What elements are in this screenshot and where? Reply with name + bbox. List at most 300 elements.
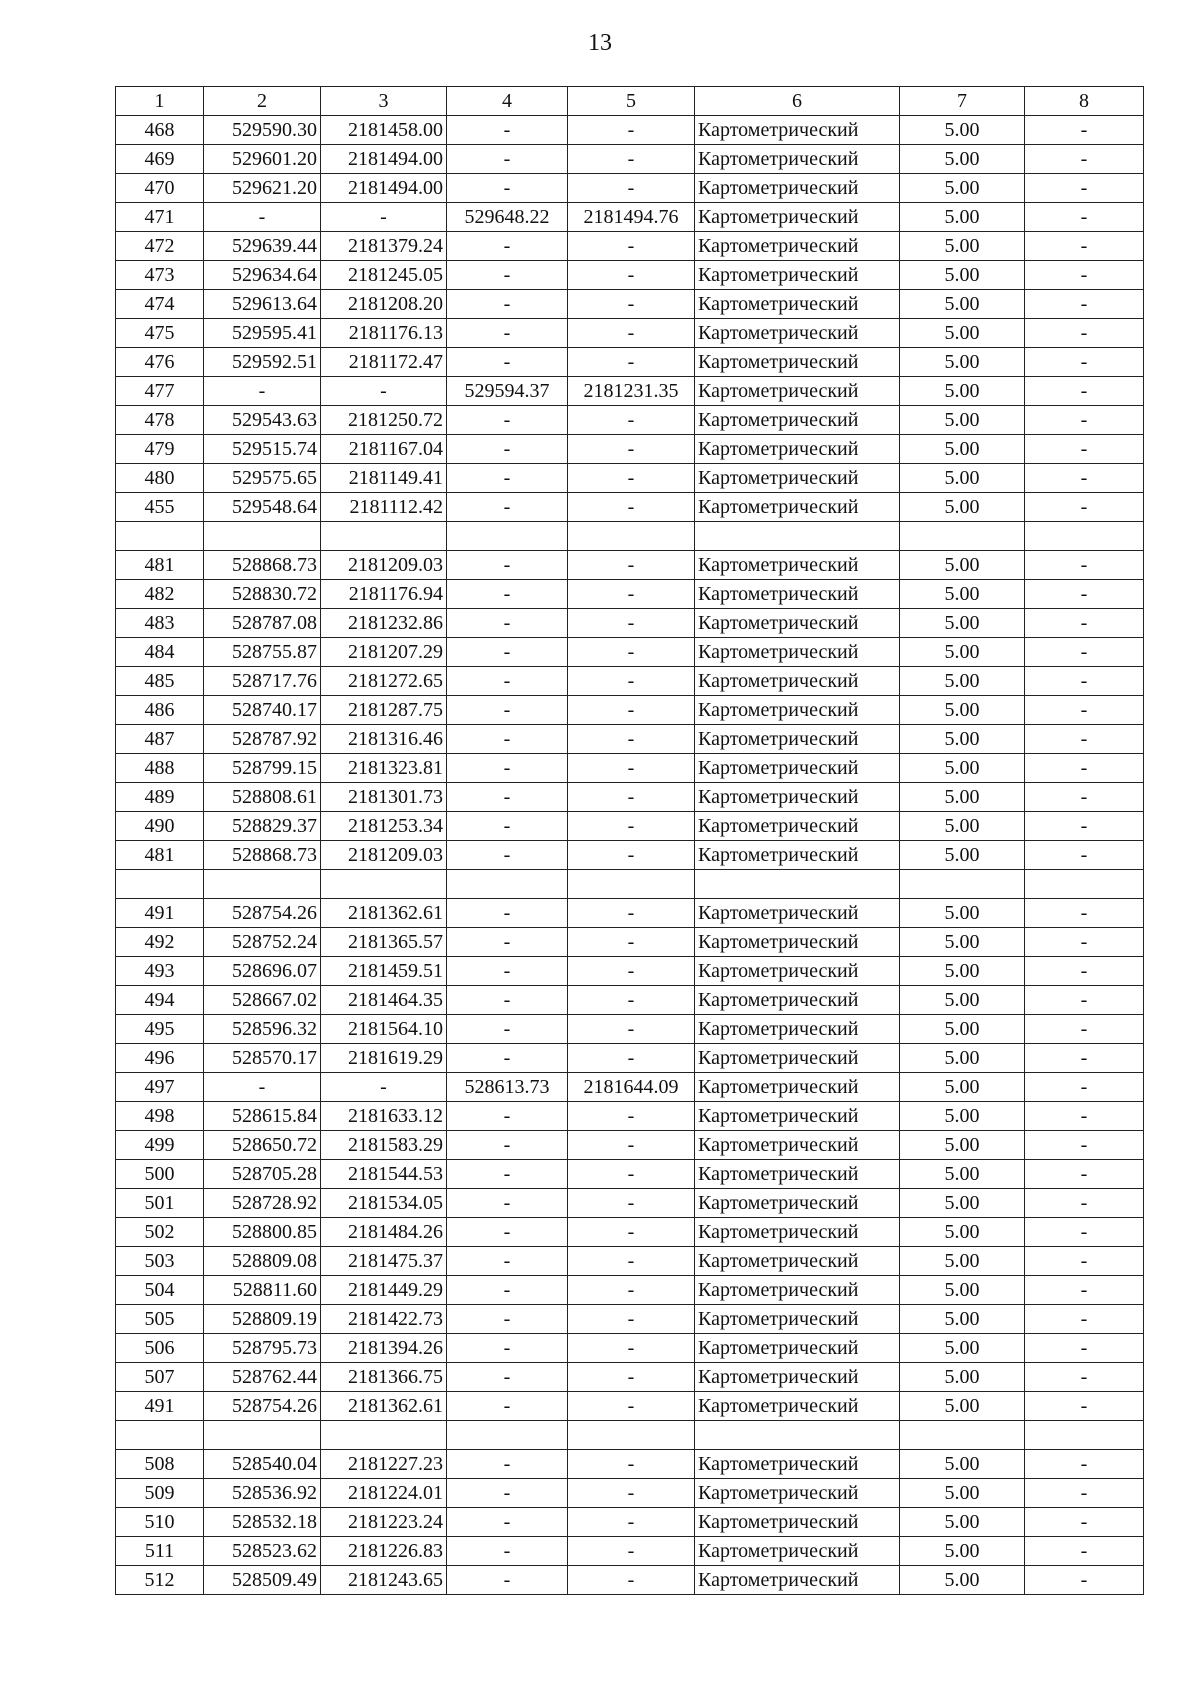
table-row	[116, 1363, 1144, 1392]
point-number-cell: 488	[116, 754, 204, 783]
new-y-cell: -	[568, 1015, 695, 1044]
y-cell: 2181223.24	[321, 1508, 447, 1537]
table-row	[116, 493, 1144, 522]
x-cell: 528570.17	[204, 1044, 321, 1073]
y-cell: 2181287.75	[321, 696, 447, 725]
accuracy-cell: 5.00	[900, 1479, 1025, 1508]
new-x-cell: -	[447, 841, 568, 870]
method-cell: Картометрический	[695, 1247, 900, 1276]
new-x-cell: -	[447, 899, 568, 928]
point-number-cell: 492	[116, 928, 204, 957]
table-row	[116, 1131, 1144, 1160]
point-number-cell: 479	[116, 435, 204, 464]
accuracy-cell: 5.00	[900, 1276, 1025, 1305]
new-x-cell: -	[447, 667, 568, 696]
x-cell: 528705.28	[204, 1160, 321, 1189]
point-number-cell: 481	[116, 841, 204, 870]
new-y-cell: -	[568, 928, 695, 957]
point-number-cell: 504	[116, 1276, 204, 1305]
method-cell: Картометрический	[695, 1392, 900, 1421]
method-cell: Картометрический	[695, 435, 900, 464]
point-number-cell: 484	[116, 638, 204, 667]
new-y-cell: 2181231.35	[568, 377, 695, 406]
new-x-cell: -	[447, 464, 568, 493]
new-y-cell: -	[568, 1160, 695, 1189]
y-cell: 2181172.47	[321, 348, 447, 377]
new-x-cell: -	[447, 812, 568, 841]
description-cell: -	[1025, 580, 1144, 609]
x-cell: 528829.37	[204, 812, 321, 841]
method-cell	[695, 870, 900, 899]
y-cell	[321, 1421, 447, 1450]
new-y-cell	[568, 522, 695, 551]
new-y-cell: -	[568, 406, 695, 435]
x-cell: -	[204, 1073, 321, 1102]
point-number-cell: 512	[116, 1566, 204, 1595]
new-x-cell	[447, 522, 568, 551]
accuracy-cell: 5.00	[900, 957, 1025, 986]
new-y-cell: -	[568, 1218, 695, 1247]
accuracy-cell: 5.00	[900, 1102, 1025, 1131]
accuracy-cell: 5.00	[900, 812, 1025, 841]
point-number-cell: 508	[116, 1450, 204, 1479]
point-number-cell: 473	[116, 261, 204, 290]
point-number-cell: 476	[116, 348, 204, 377]
x-cell: 528868.73	[204, 841, 321, 870]
y-cell: 2181494.00	[321, 145, 447, 174]
x-cell: 528596.32	[204, 1015, 321, 1044]
new-y-cell: -	[568, 1189, 695, 1218]
point-number-cell: 499	[116, 1131, 204, 1160]
method-cell: Картометрический	[695, 783, 900, 812]
method-cell: Картометрический	[695, 696, 900, 725]
method-cell: Картометрический	[695, 1566, 900, 1595]
table-row	[116, 261, 1144, 290]
table-row	[116, 1566, 1144, 1595]
new-x-cell	[447, 1421, 568, 1450]
point-number-cell: 490	[116, 812, 204, 841]
accuracy-cell: 5.00	[900, 1450, 1025, 1479]
y-cell: 2181226.83	[321, 1537, 447, 1566]
new-x-cell: -	[447, 406, 568, 435]
new-y-cell: -	[568, 348, 695, 377]
method-cell: Картометрический	[695, 957, 900, 986]
y-cell: 2181209.03	[321, 551, 447, 580]
point-number-cell: 494	[116, 986, 204, 1015]
point-number-cell: 477	[116, 377, 204, 406]
new-y-cell: -	[568, 725, 695, 754]
point-number-cell: 503	[116, 1247, 204, 1276]
accuracy-cell: 5.00	[900, 1189, 1025, 1218]
table-row	[116, 116, 1144, 145]
method-cell: Картометрический	[695, 1334, 900, 1363]
new-x-cell: -	[447, 232, 568, 261]
method-cell: Картометрический	[695, 609, 900, 638]
y-cell: 2181232.86	[321, 609, 447, 638]
method-cell: Картометрический	[695, 261, 900, 290]
accuracy-cell: 5.00	[900, 696, 1025, 725]
column-header: 8	[1025, 87, 1144, 116]
point-number-cell: 498	[116, 1102, 204, 1131]
method-cell: Картометрический	[695, 1479, 900, 1508]
point-number-cell: 507	[116, 1363, 204, 1392]
table-row	[116, 841, 1144, 870]
x-cell	[204, 522, 321, 551]
new-y-cell: -	[568, 493, 695, 522]
accuracy-cell	[900, 522, 1025, 551]
y-cell: 2181459.51	[321, 957, 447, 986]
method-cell: Картометрический	[695, 725, 900, 754]
new-x-cell: -	[447, 1363, 568, 1392]
description-cell: -	[1025, 1392, 1144, 1421]
accuracy-cell: 5.00	[900, 1334, 1025, 1363]
new-x-cell: 529648.22	[447, 203, 568, 232]
accuracy-cell: 5.00	[900, 348, 1025, 377]
new-x-cell: -	[447, 1450, 568, 1479]
x-cell: 528754.26	[204, 899, 321, 928]
table-row	[116, 1276, 1144, 1305]
column-header: 5	[568, 87, 695, 116]
point-number-cell: 496	[116, 1044, 204, 1073]
table-row	[116, 696, 1144, 725]
separator-row	[116, 870, 1144, 899]
accuracy-cell: 5.00	[900, 638, 1025, 667]
y-cell	[321, 870, 447, 899]
description-cell: -	[1025, 406, 1144, 435]
new-y-cell: -	[568, 609, 695, 638]
point-number-cell: 505	[116, 1305, 204, 1334]
y-cell: 2181253.34	[321, 812, 447, 841]
y-cell: 2181458.00	[321, 116, 447, 145]
x-cell: 528795.73	[204, 1334, 321, 1363]
y-cell: 2181564.10	[321, 1015, 447, 1044]
description-cell: -	[1025, 1508, 1144, 1537]
method-cell: Картометрический	[695, 377, 900, 406]
accuracy-cell: 5.00	[900, 435, 1025, 464]
y-cell: 2181208.20	[321, 290, 447, 319]
method-cell: Картометрический	[695, 1073, 900, 1102]
description-cell: -	[1025, 783, 1144, 812]
accuracy-cell: 5.00	[900, 986, 1025, 1015]
accuracy-cell: 5.00	[900, 261, 1025, 290]
table-row	[116, 1334, 1144, 1363]
point-number-cell: 478	[116, 406, 204, 435]
x-cell: 529634.64	[204, 261, 321, 290]
new-x-cell: 528613.73	[447, 1073, 568, 1102]
new-x-cell: -	[447, 1044, 568, 1073]
point-number-cell: 475	[116, 319, 204, 348]
new-x-cell: -	[447, 319, 568, 348]
description-cell: -	[1025, 957, 1144, 986]
point-number-cell: 510	[116, 1508, 204, 1537]
x-cell: 528523.62	[204, 1537, 321, 1566]
method-cell: Картометрический	[695, 1131, 900, 1160]
description-cell: -	[1025, 203, 1144, 232]
y-cell: 2181484.26	[321, 1218, 447, 1247]
x-cell: 529621.20	[204, 174, 321, 203]
y-cell: 2181245.05	[321, 261, 447, 290]
x-cell: 528667.02	[204, 986, 321, 1015]
point-number-cell: 474	[116, 290, 204, 319]
description-cell: -	[1025, 232, 1144, 261]
y-cell: 2181167.04	[321, 435, 447, 464]
method-cell: Картометрический	[695, 1044, 900, 1073]
new-x-cell: -	[447, 725, 568, 754]
new-x-cell: -	[447, 551, 568, 580]
new-y-cell: -	[568, 232, 695, 261]
new-y-cell: 2181494.76	[568, 203, 695, 232]
method-cell: Картометрический	[695, 203, 900, 232]
accuracy-cell	[900, 1421, 1025, 1450]
column-header: 2	[204, 87, 321, 116]
table-row	[116, 348, 1144, 377]
new-y-cell: -	[568, 1363, 695, 1392]
accuracy-cell: 5.00	[900, 464, 1025, 493]
y-cell: 2181449.29	[321, 1276, 447, 1305]
table-row	[116, 1479, 1144, 1508]
method-cell: Картометрический	[695, 348, 900, 377]
y-cell: 2181272.65	[321, 667, 447, 696]
x-cell: 528615.84	[204, 1102, 321, 1131]
description-cell: -	[1025, 1566, 1144, 1595]
y-cell: 2181301.73	[321, 783, 447, 812]
new-x-cell	[447, 870, 568, 899]
new-y-cell: -	[568, 1334, 695, 1363]
new-y-cell: -	[568, 1276, 695, 1305]
description-cell: -	[1025, 145, 1144, 174]
y-cell: 2181464.35	[321, 986, 447, 1015]
point-number-cell: 500	[116, 1160, 204, 1189]
x-cell: 528509.49	[204, 1566, 321, 1595]
description-cell: -	[1025, 841, 1144, 870]
table-row	[116, 725, 1144, 754]
table-row	[116, 1305, 1144, 1334]
accuracy-cell: 5.00	[900, 841, 1025, 870]
y-cell: 2181112.42	[321, 493, 447, 522]
new-y-cell: -	[568, 1537, 695, 1566]
description-cell: -	[1025, 1102, 1144, 1131]
coordinates-table	[115, 86, 1144, 1595]
y-cell: 2181176.94	[321, 580, 447, 609]
y-cell: 2181209.03	[321, 841, 447, 870]
method-cell: Картометрический	[695, 1363, 900, 1392]
description-cell: -	[1025, 1537, 1144, 1566]
new-y-cell: -	[568, 319, 695, 348]
x-cell: 528809.08	[204, 1247, 321, 1276]
accuracy-cell: 5.00	[900, 406, 1025, 435]
method-cell: Картометрический	[695, 406, 900, 435]
x-cell: -	[204, 377, 321, 406]
description-cell: -	[1025, 290, 1144, 319]
new-x-cell: -	[447, 116, 568, 145]
new-y-cell: -	[568, 783, 695, 812]
y-cell: -	[321, 1073, 447, 1102]
point-number-cell: 455	[116, 493, 204, 522]
description-cell: -	[1025, 609, 1144, 638]
x-cell: 529592.51	[204, 348, 321, 377]
y-cell: 2181475.37	[321, 1247, 447, 1276]
x-cell: 529601.20	[204, 145, 321, 174]
new-y-cell: 2181644.09	[568, 1073, 695, 1102]
method-cell: Картометрический	[695, 986, 900, 1015]
new-x-cell: -	[447, 957, 568, 986]
x-cell: 528532.18	[204, 1508, 321, 1537]
description-cell: -	[1025, 1276, 1144, 1305]
column-header: 1	[116, 87, 204, 116]
new-y-cell	[568, 870, 695, 899]
description-cell: -	[1025, 493, 1144, 522]
new-x-cell: -	[447, 1566, 568, 1595]
x-cell	[204, 1421, 321, 1450]
point-number-cell: 506	[116, 1334, 204, 1363]
new-y-cell: -	[568, 841, 695, 870]
method-cell: Картометрический	[695, 1450, 900, 1479]
x-cell: 528740.17	[204, 696, 321, 725]
new-x-cell: -	[447, 609, 568, 638]
method-cell: Картометрический	[695, 638, 900, 667]
accuracy-cell	[900, 870, 1025, 899]
accuracy-cell: 5.00	[900, 493, 1025, 522]
new-x-cell: -	[447, 1102, 568, 1131]
table-row	[116, 1247, 1144, 1276]
point-number-cell: 482	[116, 580, 204, 609]
table-row	[116, 1189, 1144, 1218]
y-cell: 2181243.65	[321, 1566, 447, 1595]
separator-row	[116, 1421, 1144, 1450]
x-cell: 528717.76	[204, 667, 321, 696]
method-cell: Картометрический	[695, 319, 900, 348]
accuracy-cell: 5.00	[900, 1537, 1025, 1566]
point-number-cell: 469	[116, 145, 204, 174]
description-cell	[1025, 522, 1144, 551]
description-cell: -	[1025, 1247, 1144, 1276]
separator-row	[116, 522, 1144, 551]
y-cell: 2181176.13	[321, 319, 447, 348]
table-row	[116, 986, 1144, 1015]
new-x-cell: -	[447, 1479, 568, 1508]
new-x-cell: -	[447, 1276, 568, 1305]
table-row	[116, 232, 1144, 261]
accuracy-cell: 5.00	[900, 1508, 1025, 1537]
x-cell: 529548.64	[204, 493, 321, 522]
x-cell: 528755.87	[204, 638, 321, 667]
point-number-cell	[116, 522, 204, 551]
accuracy-cell: 5.00	[900, 1363, 1025, 1392]
new-y-cell: -	[568, 899, 695, 928]
method-cell: Картометрический	[695, 232, 900, 261]
description-cell: -	[1025, 1189, 1144, 1218]
accuracy-cell: 5.00	[900, 1160, 1025, 1189]
accuracy-cell: 5.00	[900, 754, 1025, 783]
point-number-cell: 470	[116, 174, 204, 203]
table-row	[116, 1450, 1144, 1479]
column-header: 7	[900, 87, 1025, 116]
new-y-cell: -	[568, 261, 695, 290]
method-cell: Картометрический	[695, 1160, 900, 1189]
accuracy-cell: 5.00	[900, 1392, 1025, 1421]
method-cell: Картометрический	[695, 812, 900, 841]
table-row	[116, 464, 1144, 493]
new-x-cell: 529594.37	[447, 377, 568, 406]
method-cell	[695, 1421, 900, 1450]
new-x-cell: -	[447, 696, 568, 725]
description-cell: -	[1025, 725, 1144, 754]
new-x-cell: -	[447, 145, 568, 174]
table-row	[116, 290, 1144, 319]
method-cell: Картометрический	[695, 667, 900, 696]
point-number-cell: 502	[116, 1218, 204, 1247]
method-cell: Картометрический	[695, 899, 900, 928]
point-number-cell: 481	[116, 551, 204, 580]
description-cell: -	[1025, 696, 1144, 725]
description-cell: -	[1025, 1305, 1144, 1334]
method-cell	[695, 522, 900, 551]
x-cell: 528728.92	[204, 1189, 321, 1218]
point-number-cell: 509	[116, 1479, 204, 1508]
method-cell: Картометрический	[695, 1276, 900, 1305]
x-cell: 528536.92	[204, 1479, 321, 1508]
point-number-cell: 483	[116, 609, 204, 638]
new-x-cell: -	[447, 1334, 568, 1363]
description-cell	[1025, 1421, 1144, 1450]
y-cell: 2181544.53	[321, 1160, 447, 1189]
x-cell: 528787.08	[204, 609, 321, 638]
method-cell: Картометрический	[695, 1189, 900, 1218]
new-x-cell: -	[447, 1537, 568, 1566]
point-number-cell	[116, 1421, 204, 1450]
new-x-cell: -	[447, 928, 568, 957]
table-row	[116, 1073, 1144, 1102]
description-cell: -	[1025, 1450, 1144, 1479]
accuracy-cell: 5.00	[900, 1044, 1025, 1073]
x-cell: 528762.44	[204, 1363, 321, 1392]
description-cell: -	[1025, 638, 1144, 667]
point-number-cell: 491	[116, 1392, 204, 1421]
point-number-cell: 511	[116, 1537, 204, 1566]
new-y-cell: -	[568, 1305, 695, 1334]
accuracy-cell: 5.00	[900, 174, 1025, 203]
y-cell: 2181619.29	[321, 1044, 447, 1073]
table-body	[116, 87, 1144, 1595]
accuracy-cell: 5.00	[900, 609, 1025, 638]
method-cell: Картометрический	[695, 1537, 900, 1566]
table-row	[116, 754, 1144, 783]
description-cell: -	[1025, 1334, 1144, 1363]
method-cell: Картометрический	[695, 1015, 900, 1044]
new-y-cell: -	[568, 551, 695, 580]
new-x-cell: -	[447, 1189, 568, 1218]
table-row	[116, 1508, 1144, 1537]
y-cell: 2181394.26	[321, 1334, 447, 1363]
method-cell: Картометрический	[695, 145, 900, 174]
new-y-cell: -	[568, 1508, 695, 1537]
method-cell: Картометрический	[695, 754, 900, 783]
method-cell: Картометрический	[695, 174, 900, 203]
new-y-cell: -	[568, 174, 695, 203]
y-cell: 2181633.12	[321, 1102, 447, 1131]
table-row	[116, 580, 1144, 609]
header-row	[116, 87, 1144, 116]
new-y-cell: -	[568, 116, 695, 145]
point-number-cell	[116, 870, 204, 899]
description-cell: -	[1025, 812, 1144, 841]
y-cell: 2181365.57	[321, 928, 447, 957]
description-cell: -	[1025, 1363, 1144, 1392]
table-row	[116, 551, 1144, 580]
method-cell: Картометрический	[695, 464, 900, 493]
method-cell: Картометрический	[695, 116, 900, 145]
point-number-cell: 485	[116, 667, 204, 696]
